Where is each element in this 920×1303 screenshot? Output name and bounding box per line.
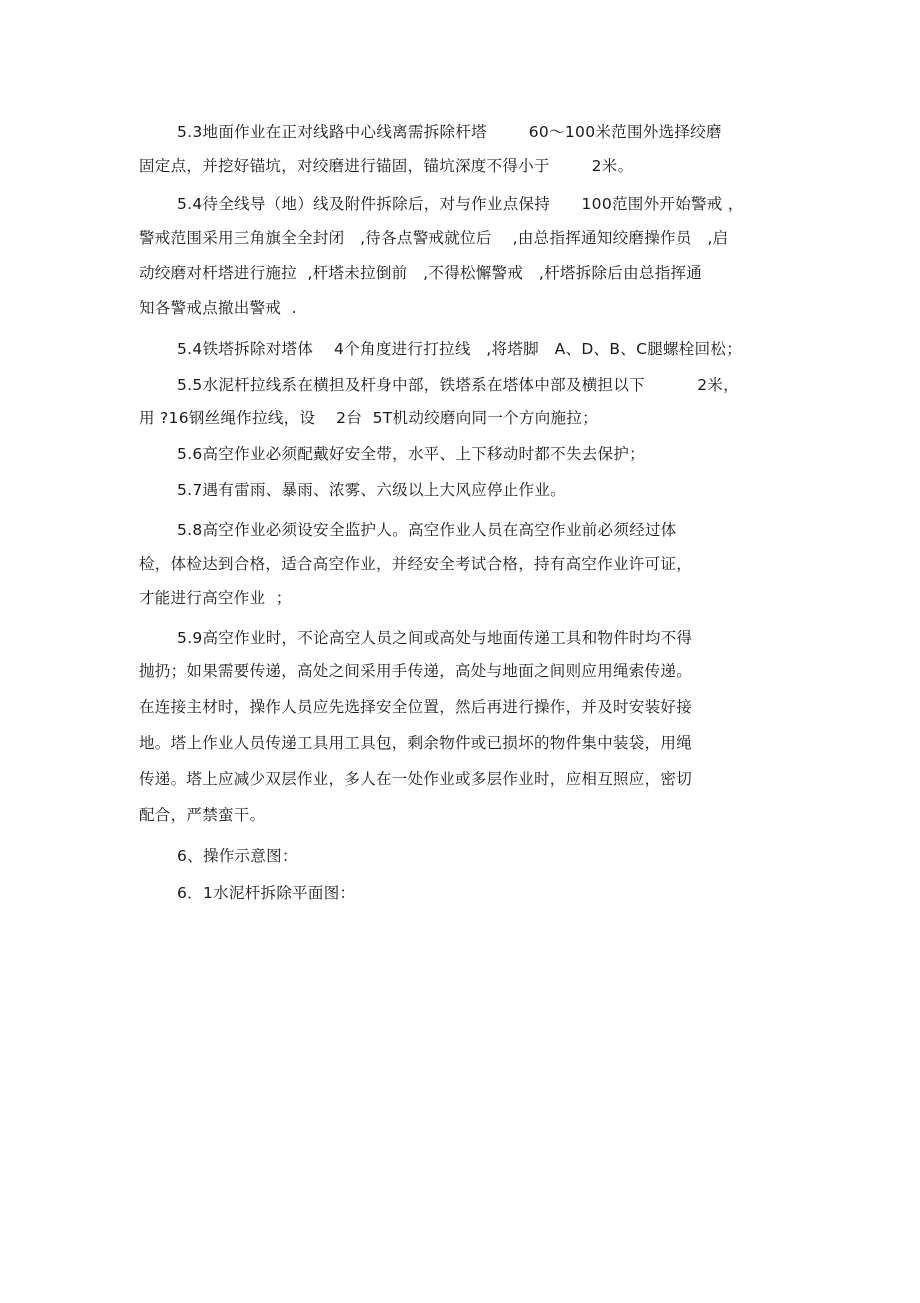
text-line-5-8-cont2: 才能进行高空作业 ； <box>139 589 292 607</box>
text-line-5-5-cont: 用 ?16钢丝绳作拉线，设 2台 5T机动绞磨向同一个方向施拉； <box>139 409 598 427</box>
text-line-5-7: 5.7遇有雷雨、暴雨、浓雾、六级以上大风应停止作业。 <box>177 481 566 499</box>
section-heading-6: 6、操作示意图： <box>177 847 298 865</box>
text-line-5-4a: 5.4待全线导（地）线及附件拆除后，对与作业点保持 100范围外开始警戒 ， <box>177 195 744 213</box>
text-line-5-5: 5.5水泥杆拉线系在横担及杆身中部，铁塔系在塔体中部及横担以下 2米， <box>177 376 739 394</box>
text-line-5-9-cont3: 地。塔上作业人员传递工具用工具包，剩余物件或已损坏的物件集中装袋，用绳 <box>139 734 693 752</box>
text-line-5-8-cont1: 检，体检达到合格，适合高空作业，并经安全考试合格，持有高空作业许可证， <box>139 555 693 573</box>
text-line-5-4a-cont2: 动绞磨对杆塔进行施拉 ,杆塔未拉倒前 ,不得松懈警戒 ,杆塔拆除后由总指挥通 <box>139 264 703 282</box>
text-line-5-9-cont2: 在连接主材时，操作人员应先选择安全位置，然后再进行操作，并及时安装好接 <box>139 698 693 716</box>
text-line-5-9-cont4: 传递。塔上应减少双层作业，多人在一处作业或多层作业时，应相互照应，密切 <box>139 770 693 788</box>
text-line-5-9: 5.9高空作业时，不论高空人员之间或高处与地面传递工具和物件时均不得 <box>177 629 693 647</box>
text-line-5-6: 5.6高空作业必须配戴好安全带，水平、上下移动时都不失去保护； <box>177 445 645 463</box>
text-line-5-4b: 5.4铁塔拆除对塔体 4个角度进行打拉线 ,将塔脚 A、D、B、C腿螺栓回松； <box>177 340 743 358</box>
text-line-5-3: 5.3地面作业在正对线路中心线离需拆除杆塔 60～100米范围外选择绞磨 <box>177 123 722 141</box>
text-line-5-8: 5.8高空作业必须设安全监护人。高空作业人员在高空作业前必须经过体 <box>177 521 677 539</box>
text-line-5-9-cont5: 配合，严禁蛮干。 <box>139 806 266 824</box>
text-line-5-3-cont: 固定点，并挖好锚坑，对绞磨进行锚固，锚坑深度不得小于 2米。 <box>139 157 634 175</box>
text-line-5-9-cont1: 抛扔；如果需要传递，高处之间采用手传递，高处与地面之间则应用绳索传递。 <box>139 662 693 680</box>
text-line-5-4a-cont1: 警戒范围采用三角旗全全封闭 ,待各点警戒就位后 ,由总指挥通知绞磨操作员 ,启 <box>139 229 729 247</box>
section-heading-6-1: 6．1水泥杆拆除平面图： <box>177 884 356 902</box>
text-line-5-4a-cont3: 知各警戒点撤出警戒 . <box>139 299 297 317</box>
